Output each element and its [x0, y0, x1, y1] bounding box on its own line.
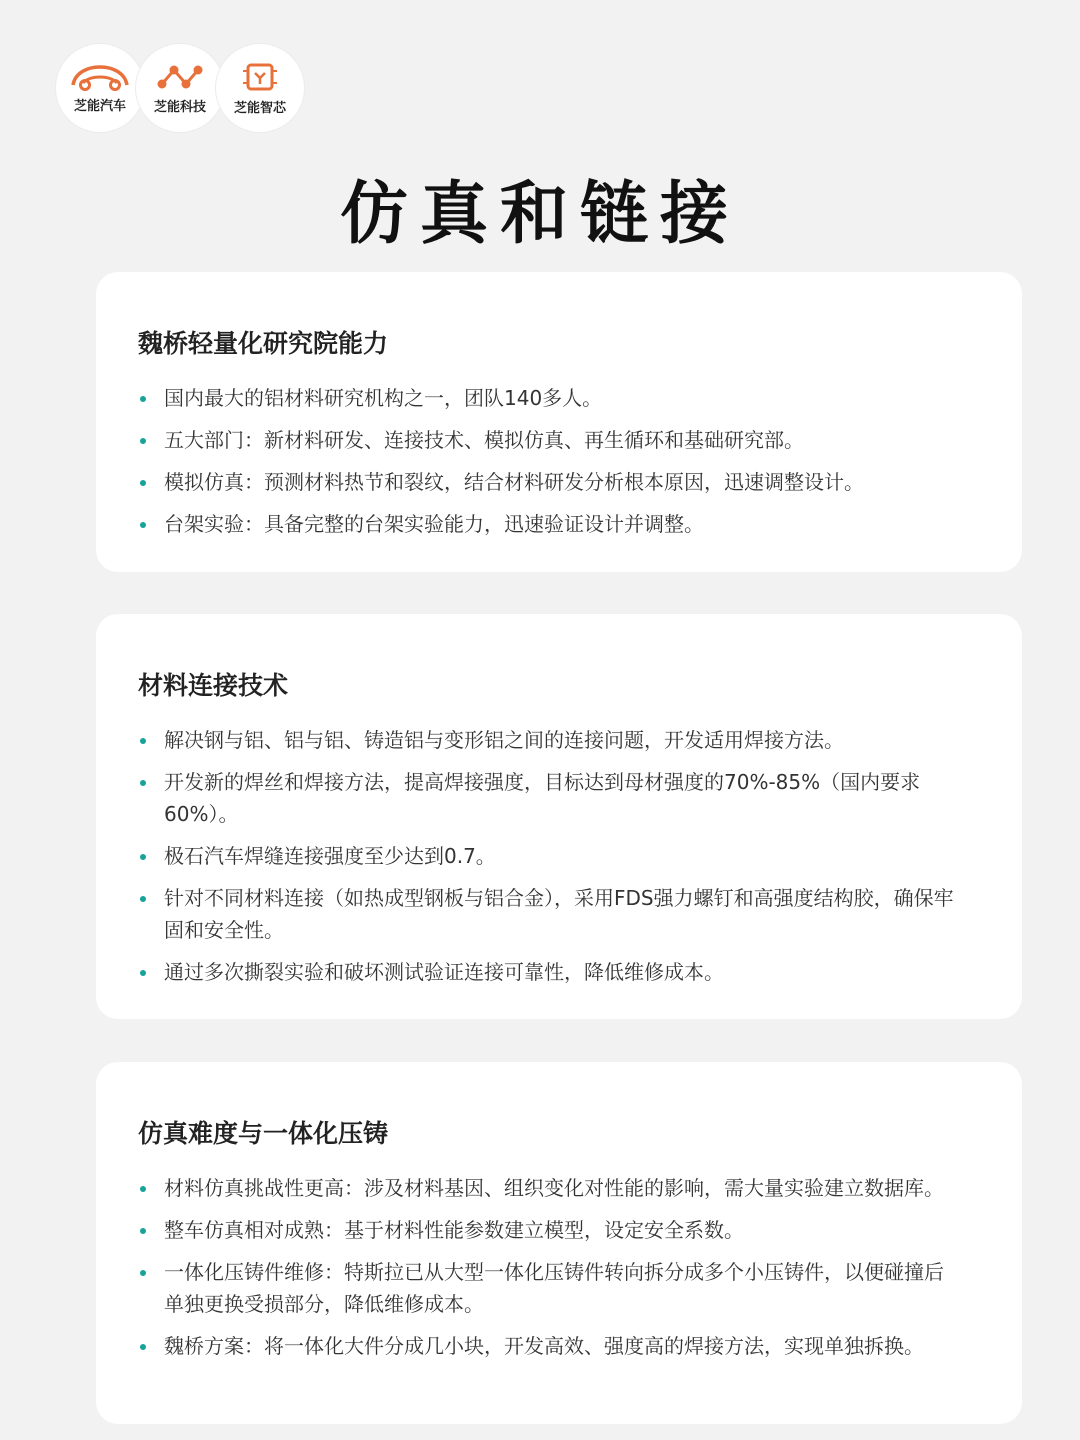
- logo-label: 芝能汽车: [73, 98, 126, 114]
- logo-group: [56, 44, 296, 132]
- list-item: 魏桥方案：将一体化大件分成几小块，开发高效、强度高的焊接方法，实现单独拆换。: [138, 1330, 962, 1362]
- section-card-weiqiao: [96, 272, 1022, 572]
- bullet-list: [138, 382, 962, 540]
- list-item: 解决钢与铝、铝与铝、铸造铝与变形铝之间的连接问题，开发适用焊接方法。: [138, 724, 962, 756]
- list-item: 五大部门：新材料研发、连接技术、模拟仿真、再生循环和基础研究部。: [138, 424, 962, 456]
- logo-label: 芝能科技: [153, 99, 206, 115]
- list-item: 材料仿真挑战性更高：涉及材料基因、组织变化对性能的影响，需大量实验建立数据库。: [138, 1172, 962, 1204]
- bullet-list: [138, 724, 962, 988]
- list-item: 一体化压铸件维修：特斯拉已从大型一体化压铸件转向拆分成多个小压铸件，以便碰撞后单独更换受损部分，降低维修成本。: [138, 1256, 962, 1320]
- list-item: 台架实验：具备完整的台架实验能力，迅速验证设计并调整。: [138, 508, 962, 540]
- section-heading: 魏桥轻量化研究院能力: [138, 329, 389, 358]
- network-icon: [157, 62, 203, 92]
- list-item: 极石汽车焊缝连接强度至少达到0.7。: [138, 840, 962, 872]
- list-item: 通过多次撕裂实验和破坏测试验证连接可靠性，降低维修成本。: [138, 956, 962, 988]
- list-item: 国内最大的铝材料研究机构之一，团队140多人。: [138, 382, 962, 414]
- list-item: 模拟仿真：预测材料热节和裂纹，结合材料研发分析根本原因，迅速调整设计。: [138, 466, 962, 498]
- section-card-joining: [96, 614, 1022, 1019]
- chip-icon: [242, 61, 278, 93]
- list-item: 整车仿真相对成熟：基于材料性能参数建立模型，设定安全系数。: [138, 1214, 962, 1246]
- list-item: 开发新的焊丝和焊接方法，提高焊接强度，目标达到母材强度的70%-85%（国内要求60%）。: [138, 766, 962, 830]
- logo-zhineng-chip: [216, 44, 304, 132]
- section-card-simulation: [96, 1062, 1022, 1424]
- logo-label: 芝能智芯: [233, 100, 286, 116]
- logo-zhineng-auto: [56, 44, 144, 132]
- section-heading: 材料连接技术: [138, 671, 289, 700]
- section-heading: 仿真难度与一体化压铸: [138, 1119, 389, 1148]
- car-icon: [69, 63, 131, 91]
- list-item: 针对不同材料连接（如热成型钢板与铝合金），采用FDS强力螺钉和高强度结构胶，确保牢固和安全性。: [138, 882, 962, 946]
- logo-zhineng-tech: [136, 44, 224, 132]
- bullet-list: [138, 1172, 962, 1362]
- page-title: 仿真和链接: [339, 175, 740, 254]
